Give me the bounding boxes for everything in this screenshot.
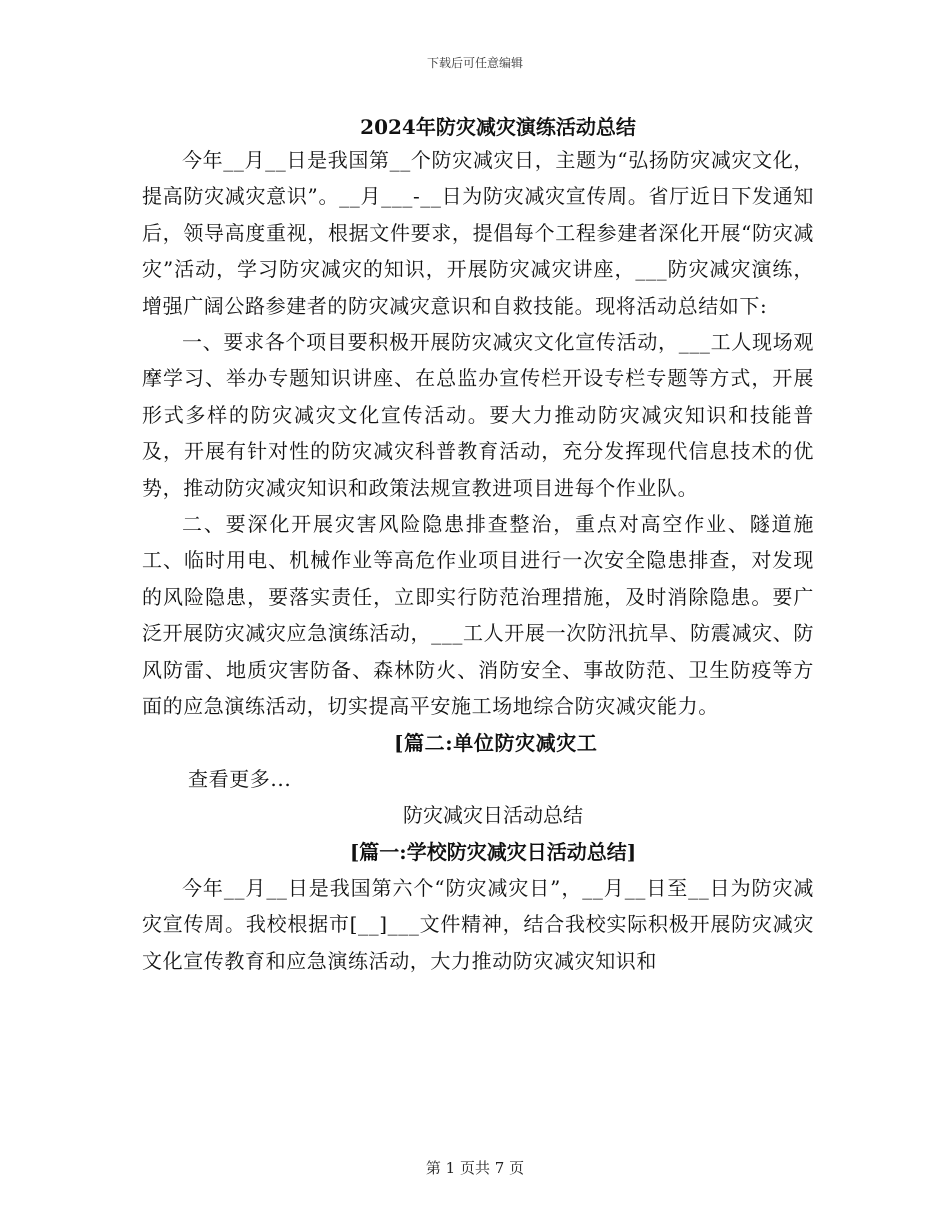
section-heading-part-two: [篇二:单位防灾减灾工	[394, 730, 598, 755]
section-heading-part-one: [篇一:学校防灾减灾日活动总结]	[349, 839, 637, 864]
document-title: 2024年防灾减灾演练活动总结	[360, 115, 636, 139]
document-body	[142, 112, 814, 979]
paragraph-item-two: 二、要深化开展灾害风险隐患排查整治，重点对高空作业、隧道施工、临时用电、机械作业等高危作业项目进行一次安全隐患排查，对发现的风险隐患，要落实责任，立即实行防范治理措施，及时消除隐患。要广泛开展防灾减灾应急演练活动，___工人开展一次防汛抗旱、防震减灾、防风防雷、地质灾害防备、森林防火、消防安全、事故防范、卫生防疫等方面的应急演练活动，切实提高平安施工场地综合防灾减灾能力。	[142, 512, 814, 719]
paragraph-item-one: 一、要求各个项目要积极开展防灾减灾文化宣传活动，___工人现场观摩学习、举办专题知识讲座、在总监办宣传栏开设专栏专题等方式，开展形式多样的防灾减灾文化宣传活动。要大力推动防灾减灾知识和技能普及，开展有针对性的防灾减灾科普教育活动，充分发挥现代信息技术的优势，推动防灾减灾知识和政策法规宣教进项目进每个作业队。	[142, 330, 814, 500]
paragraph-school-intro: 今年__月__日是我国第六个“防灾减灾日”，__月__日至__日为防灾减灾宣传周。我校根据市[__]___文件精神，结合我校实际积极开展防灾减灾文化宣传教育和应急演练活动，大力推动防灾减灾知识和	[142, 876, 814, 973]
see-more-link[interactable]: 查看更多...	[188, 766, 292, 791]
paragraph-intro: 今年__月__日是我国第__个防灾减灾日，主题为“弘扬防灾减灾文化，提高防灾减灾意识”。__月___-__日为防灾减灾宣传周。省厅近日下发通知后，领导高度重视，根据文件要求，提倡每个工程参建者深化开展“防灾减灾”活动，学习防灾减灾的知识，开展防灾减灾讲座，___防灾减灾演练，增强广阔公路参建者的防灾减灾意识和自救技能。现将活动总结如下:	[142, 148, 814, 318]
page-footer-number: 第 1 页共 7 页	[425, 1159, 525, 1177]
page-header-note: 下载后可任意编辑	[426, 56, 523, 70]
subtitle: 防灾减灾日活动总结	[403, 803, 583, 828]
